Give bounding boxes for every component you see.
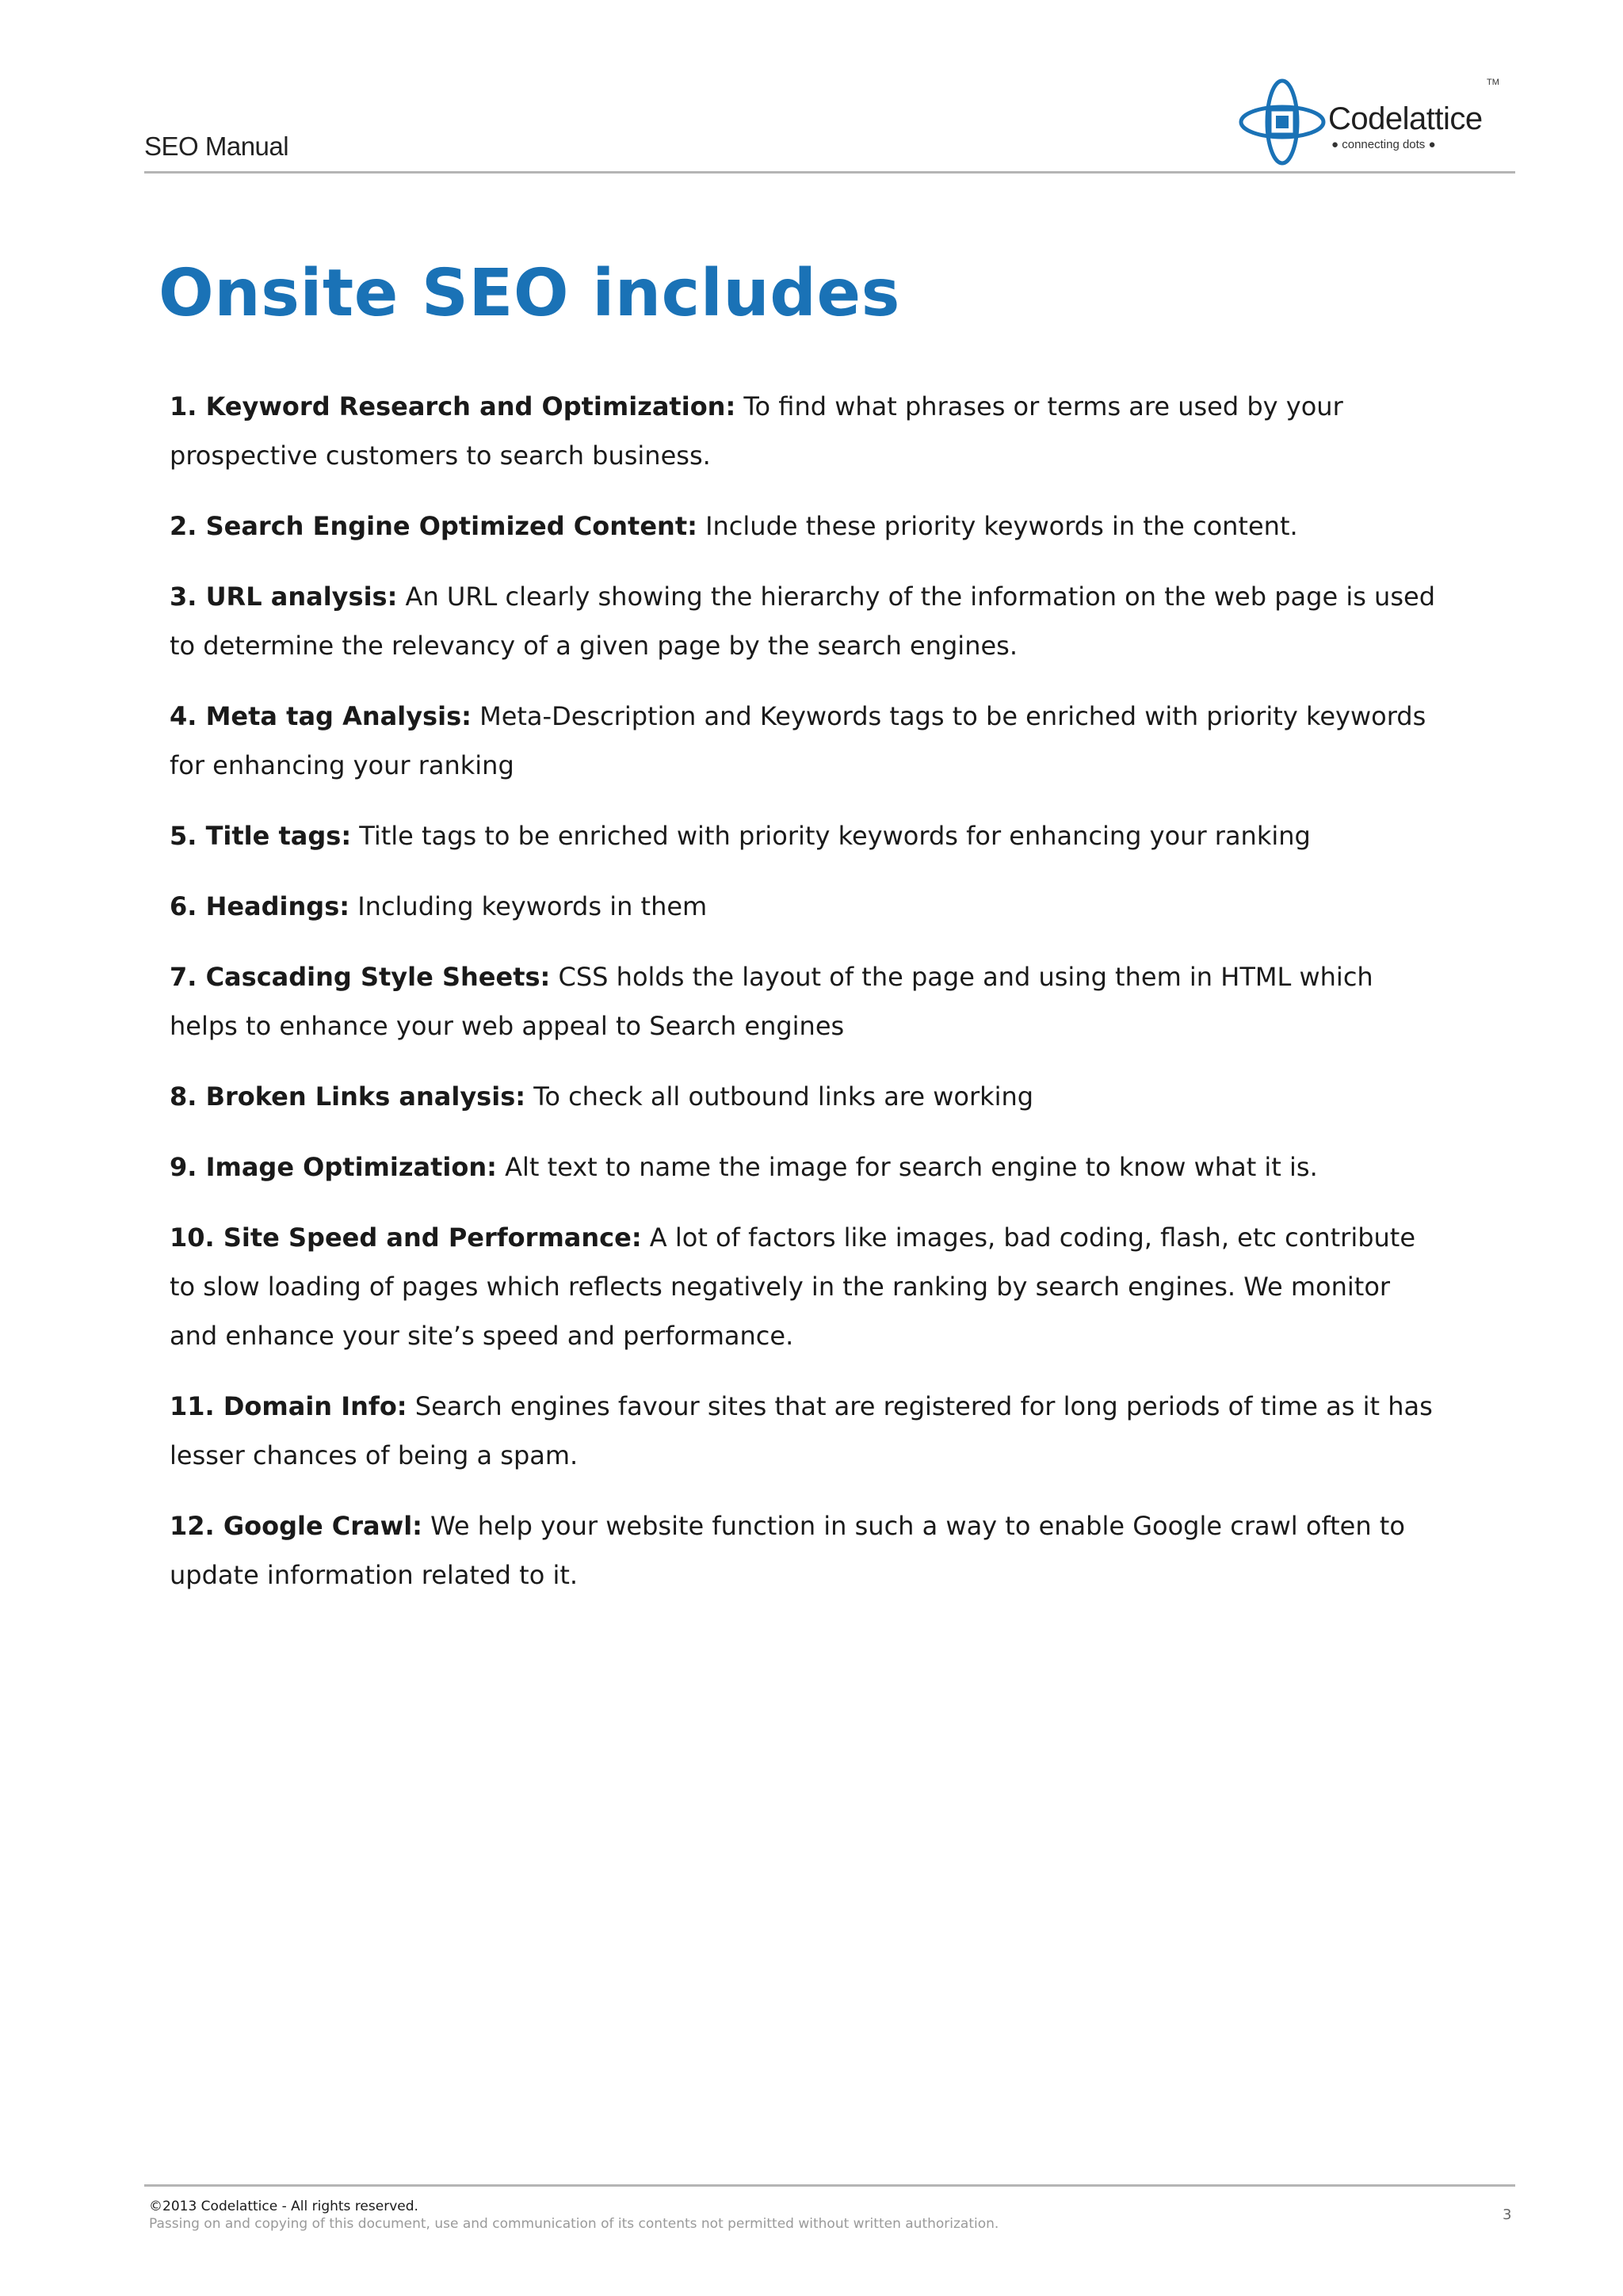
list-item-label: 3. URL analysis: xyxy=(170,582,398,612)
list-item-label: 9. Image Optimization: xyxy=(170,1152,497,1182)
list-item-label: 1. Keyword Research and Optimization: xyxy=(170,391,736,421)
list-item xyxy=(170,692,1438,790)
list-item-label: 8. Broken Links analysis: xyxy=(170,1081,526,1112)
codelattice-logo-icon xyxy=(1238,78,1327,166)
footer-copyright: ©2013 Codelattice - All rights reserved. xyxy=(149,2199,418,2214)
list-item-label: 6. Headings: xyxy=(170,891,350,921)
logo-tagline: ● connecting dots ● xyxy=(1331,138,1436,151)
trademark-symbol: TM xyxy=(1487,78,1499,87)
list-item-text: Title tags to be enriched with priority keywords for enhancing your ranking xyxy=(351,821,1311,851)
list-item xyxy=(170,1142,1438,1192)
list-item-label: 4. Meta tag Analysis: xyxy=(170,701,472,731)
list-item-text: Search engines favour sites that are registered for long periods of time as it has lesser chances of being a spam. xyxy=(170,1391,1433,1470)
list-item-text: To check all outbound links are working xyxy=(525,1081,1034,1112)
header-divider xyxy=(144,171,1515,174)
list-item-label: 2. Search Engine Optimized Content: xyxy=(170,511,697,541)
list-item-text: An URL clearly showing the hierarchy of the information on the web page is used to determine the relevancy of a given page by the search engines. xyxy=(170,582,1435,661)
logo-wordmark: Codelattice xyxy=(1328,101,1483,136)
list-item xyxy=(170,811,1438,860)
page-number: 3 xyxy=(1503,2206,1512,2223)
list-item xyxy=(170,1501,1438,1600)
footer-divider xyxy=(144,2184,1515,2187)
document-header-title: SEO Manual xyxy=(144,132,289,161)
list-item-text: CSS holds the layout of the page and using them in HTML which helps to enhance your web appeal to Search engines xyxy=(170,962,1373,1041)
list-item-label: 10. Site Speed and Performance: xyxy=(170,1222,642,1253)
list-item-text: A lot of factors like images, bad coding, flash, etc contribute to slow loading of pages which reflects negatively in the ranking by search engines. We monitor and enhance your site’s speed and performance. xyxy=(170,1222,1416,1351)
list-item-label: 5. Title tags: xyxy=(170,821,352,851)
seo-items-list xyxy=(170,382,1438,1621)
page-title: Onsite SEO includes xyxy=(158,256,900,331)
list-item-text: Alt text to name the image for search engine to know what it is. xyxy=(496,1152,1318,1182)
list-item xyxy=(170,952,1438,1051)
list-item xyxy=(170,572,1438,670)
company-logo xyxy=(1238,74,1523,168)
list-item xyxy=(170,502,1438,551)
list-item xyxy=(170,1072,1438,1121)
list-item-text: Meta-Description and Keywords tags to be enriched with priority keywords for enhancing your ranking xyxy=(170,701,1426,780)
list-item xyxy=(170,382,1438,480)
list-item-label: 11. Domain Info: xyxy=(170,1391,407,1421)
list-item-label: 7. Cascading Style Sheets: xyxy=(170,962,551,992)
list-item xyxy=(170,882,1438,931)
footer-notice: Passing on and copying of this document, use and communication of its contents not permitted without written authorization. xyxy=(149,2216,999,2232)
list-item-label: 12. Google Crawl: xyxy=(170,1511,422,1541)
list-item xyxy=(170,1213,1438,1360)
list-item-text: To find what phrases or terms are used by your prospective customers to search business. xyxy=(170,391,1343,471)
list-item-text: Including keywords in them xyxy=(349,891,708,921)
list-item xyxy=(170,1382,1438,1480)
list-item-text: We help your website function in such a way to enable Google crawl often to update information related to it. xyxy=(170,1511,1405,1590)
list-item-text: Include these priority keywords in the content. xyxy=(697,511,1298,541)
